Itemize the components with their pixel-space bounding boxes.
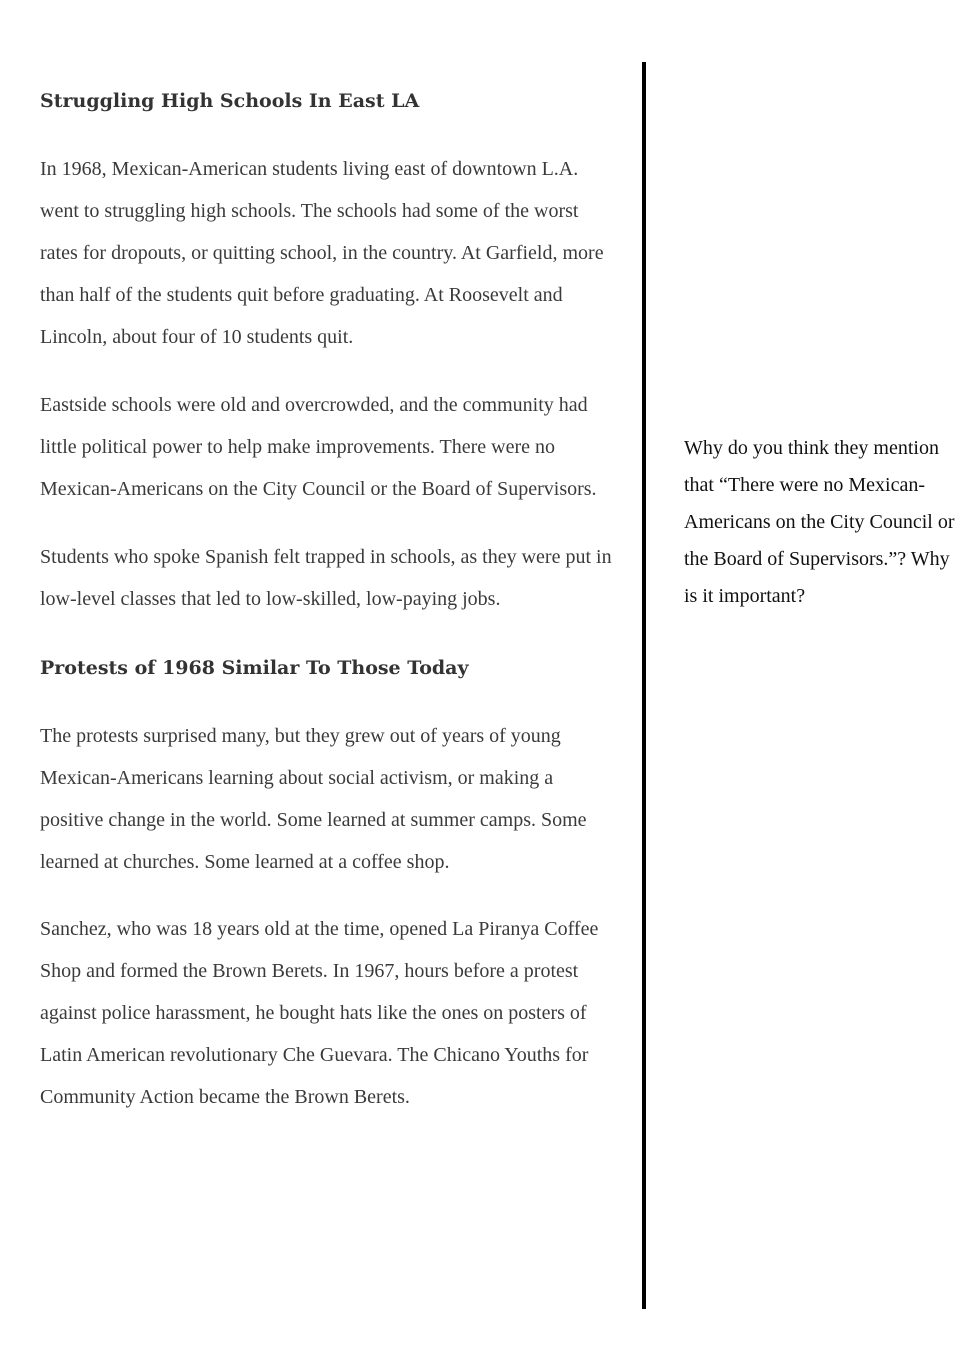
section-heading-protests: Protests of 1968 Similar To Those Today xyxy=(40,657,469,679)
margin-note-question: Why do you think they mention that “There were no Mexican-Americans on the City Council or the Board of Supervisors.”? Why is it important? xyxy=(684,437,955,607)
paragraph-spanish-speakers: Students who spoke Spanish felt trapped in schools, as they were put in low-level classes that led to low-skilled, low-paying jobs. xyxy=(40,546,612,610)
paragraph-social-activism: The protests surprised many, but they grew out of years of young Mexican-Americans learning about social activism, or making a positive change in the world. Some learned at summer camps. Some learned at churches. Some learned at a coffee shop. xyxy=(40,725,587,873)
paragraph-overcrowded-schools: Eastside schools were old and overcrowded, and the community had little political power to help make improvements. There were no Mexican-Americans on the City Council or the Board of Supervisors. xyxy=(40,394,597,500)
paragraph-brown-berets: Sanchez, who was 18 years old at the time, opened La Piranya Coffee Shop and formed the Brown Berets. In 1967, hours before a protest against police harassment, he bought hats like the ones on posters of Latin American revolutionary Che Guevara. The Chicano Youths for Community Action became the Brown Berets. xyxy=(40,918,599,1108)
column-divider xyxy=(642,62,646,1309)
section-heading-east-la: Struggling High Schools In East LA xyxy=(40,90,420,112)
paragraph-dropout-rates: In 1968, Mexican-American students living east of downtown L.A. went to struggling high schools. The schools had some of the worst rates for dropouts, or quitting school, in the country. At Garfield, more than half of the students quit before graduating. At Roosevelt and Lincoln, about four of 10 students quit. xyxy=(40,158,604,348)
article-body xyxy=(40,87,612,1118)
